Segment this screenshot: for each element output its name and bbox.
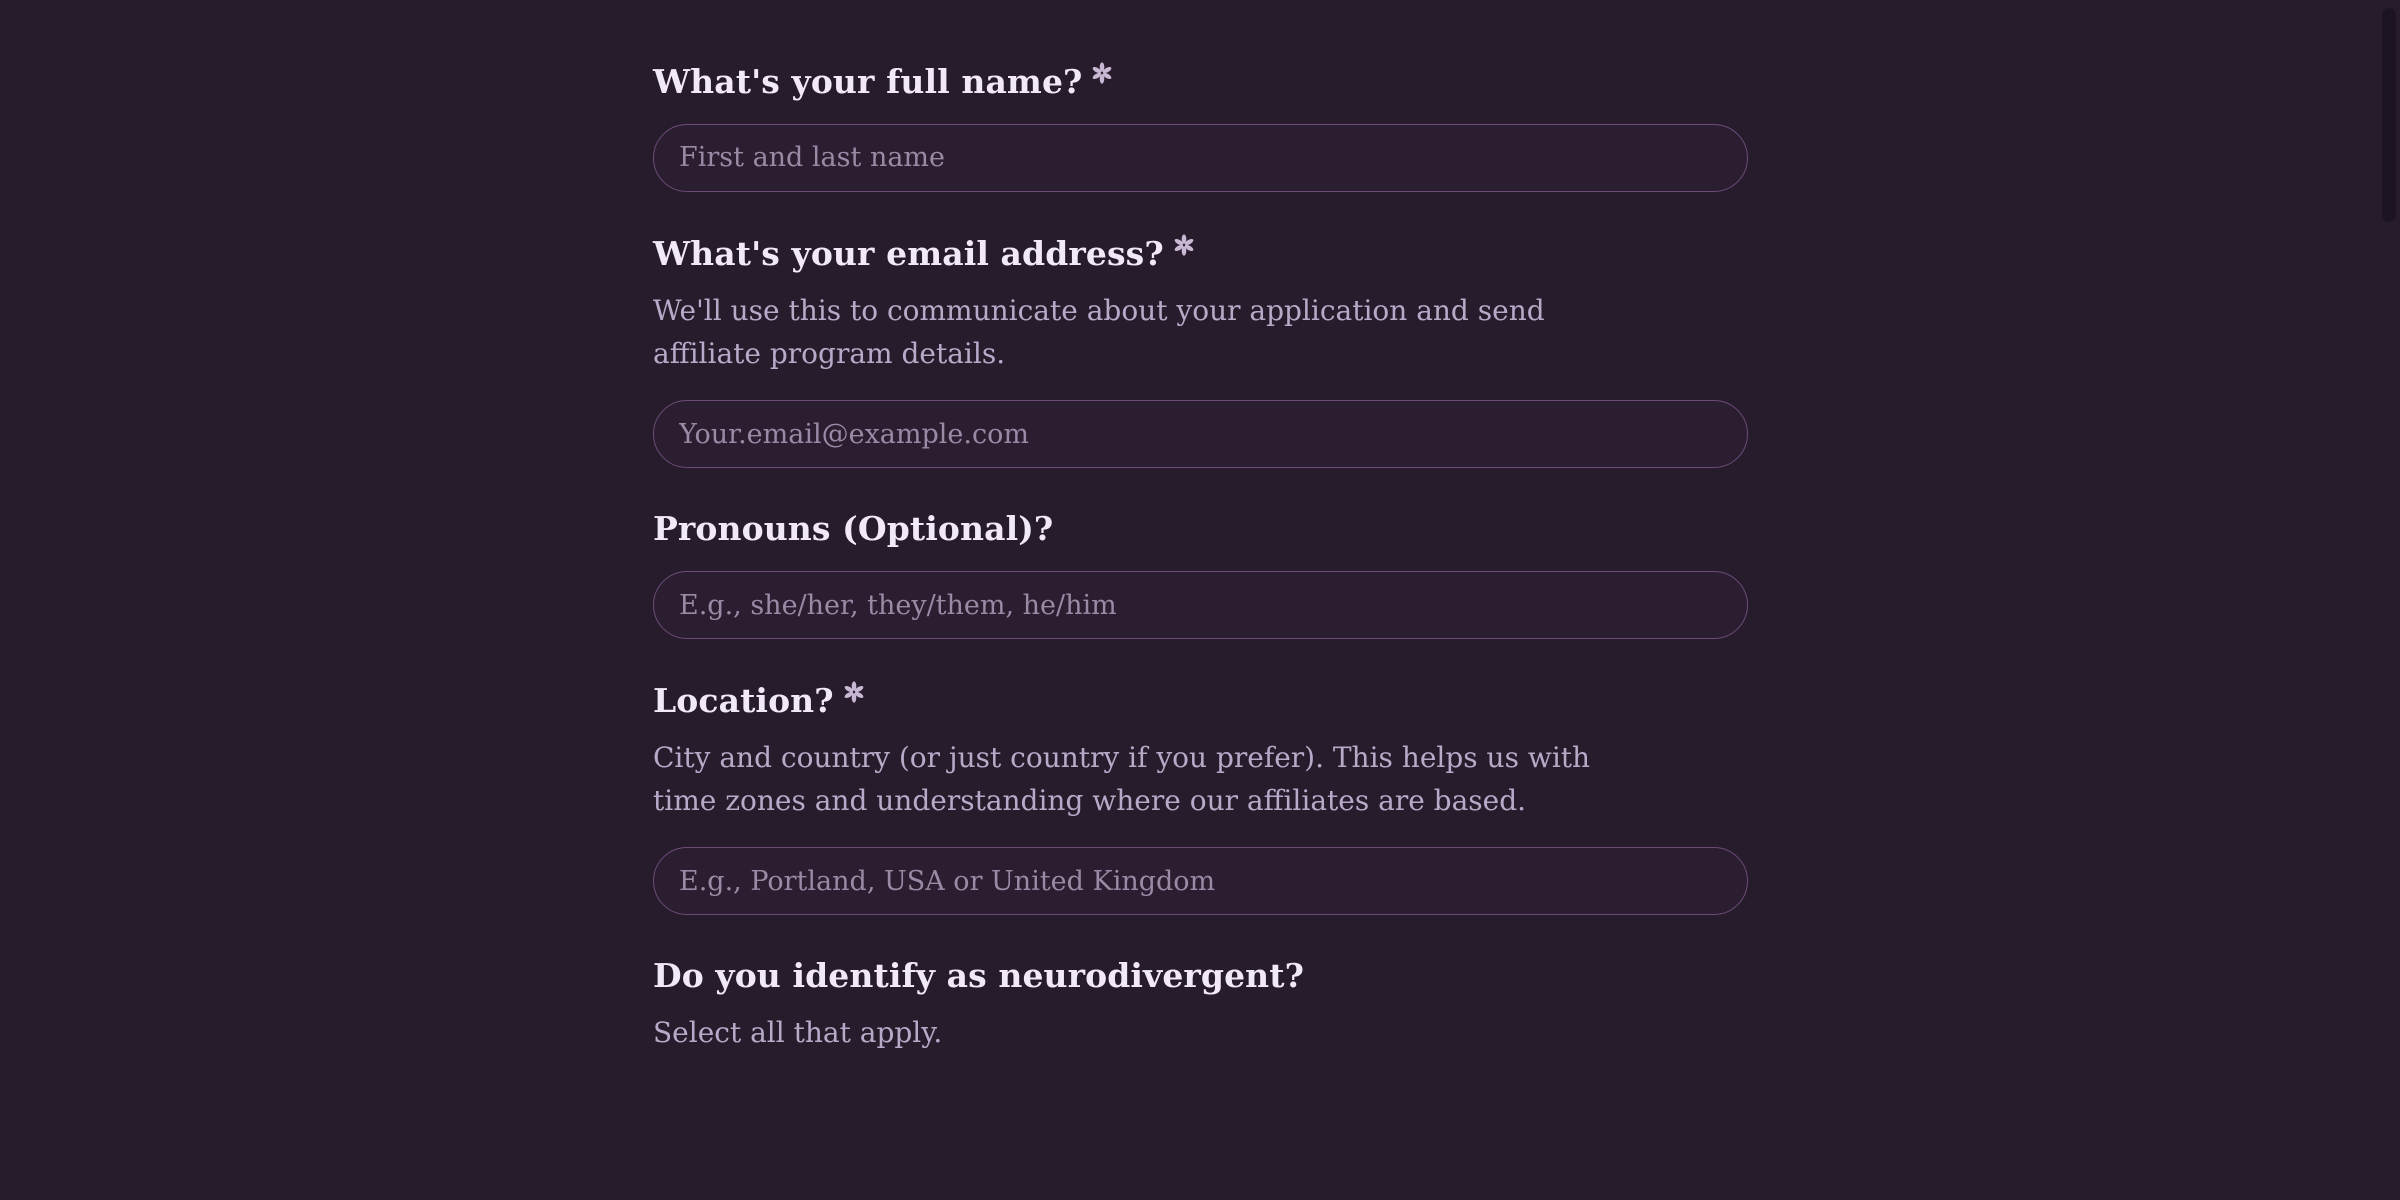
field-help-location: City and country (or just country if you prefer). This helps us with time zones and understanding where our affiliates are based. <box>653 740 1591 818</box>
scrollbar-thumb[interactable] <box>2382 8 2396 222</box>
location-input[interactable] <box>653 847 1748 915</box>
field-pronouns <box>653 510 1748 639</box>
field-help-email: We'll use this to communicate about your application and send affiliate program details. <box>653 293 1545 370</box>
field-help-neurodivergent: Select all that apply. <box>653 1016 943 1050</box>
vertical-scrollbar[interactable] <box>2378 0 2400 1200</box>
label-text: Do you identify as neurodivergent? <box>653 956 1305 996</box>
question-label-location <box>653 681 1748 721</box>
field-full-name <box>653 62 1748 192</box>
field-email <box>653 234 1748 468</box>
required-asterisk-icon <box>1091 62 1113 84</box>
required-asterisk-icon <box>1173 234 1195 256</box>
full-name-input[interactable] <box>653 124 1748 192</box>
email-input[interactable] <box>653 400 1748 468</box>
label-text: What's your full name? <box>653 62 1083 101</box>
label-text: Pronouns (Optional)? <box>653 509 1054 549</box>
question-label-neurodivergent <box>653 957 1748 996</box>
question-label-full-name <box>653 62 1748 102</box>
label-text: What's your email address? <box>653 233 1164 273</box>
label-text: Location? <box>653 681 834 721</box>
application-form <box>653 0 1748 1054</box>
required-asterisk-icon <box>843 681 865 703</box>
pronouns-input[interactable] <box>653 571 1748 639</box>
question-label-email <box>653 234 1748 274</box>
field-location <box>653 681 1748 915</box>
field-neurodivergent <box>653 957 1748 1054</box>
question-label-pronouns <box>653 510 1748 549</box>
